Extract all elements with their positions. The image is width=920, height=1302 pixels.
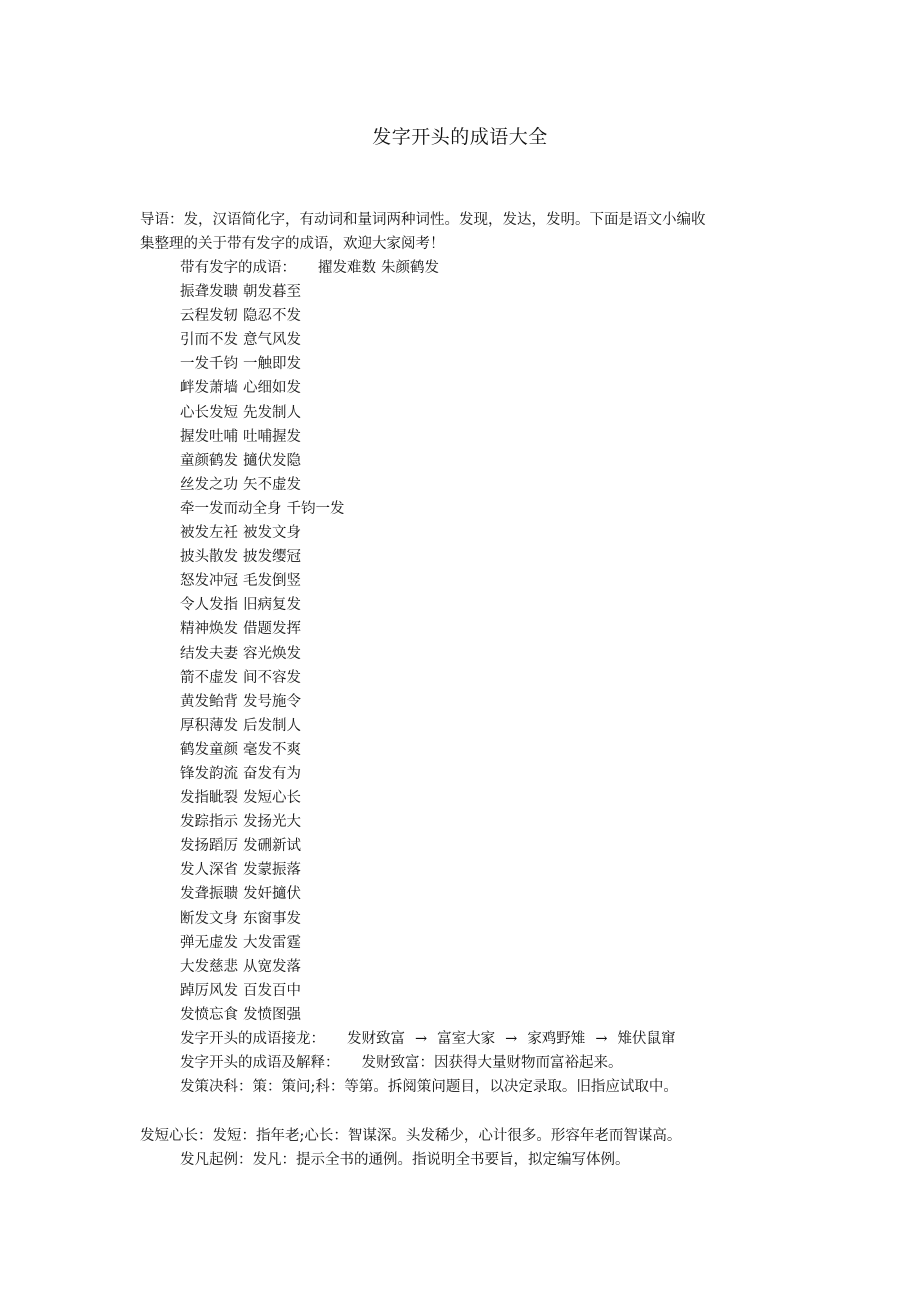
list-item bbox=[180, 449, 800, 473]
idiom: 牵一发而动全身 bbox=[180, 500, 282, 517]
idiom: 怒发冲冠 bbox=[180, 573, 238, 590]
idiom: 发愤忘食 bbox=[180, 1006, 238, 1023]
list-item bbox=[180, 882, 800, 906]
idiom: 毛发倒竖 bbox=[243, 573, 301, 590]
idiom: 后发制人 bbox=[243, 717, 301, 734]
idiom: 断发文身 bbox=[180, 910, 238, 927]
chain-item: 发财致富 bbox=[347, 1031, 405, 1047]
idiom-list bbox=[180, 256, 800, 1099]
idiom: 披头散发 bbox=[180, 549, 238, 566]
explain-label: 发字开头的成语及解释： bbox=[180, 1055, 340, 1072]
arrow-icon: → bbox=[595, 1031, 608, 1047]
idiom: 发奸擿伏 bbox=[243, 886, 301, 903]
idiom: 发扬蹈厉 bbox=[180, 838, 238, 855]
idiom: 百发百中 bbox=[243, 982, 301, 999]
idiom: 锋发韵流 bbox=[180, 765, 238, 782]
list-item bbox=[180, 834, 800, 858]
idiom: 间不容发 bbox=[243, 669, 301, 686]
idiom: 引而不发 bbox=[180, 332, 238, 349]
idiom: 吐哺握发 bbox=[243, 428, 301, 445]
idiom: 披发缨冠 bbox=[243, 549, 301, 566]
idiom: 旧病复发 bbox=[243, 597, 301, 614]
list-item bbox=[180, 521, 800, 545]
idiom: 鹤发童颜 bbox=[180, 741, 238, 758]
arrow-icon: → bbox=[415, 1031, 428, 1047]
idiom: 弹无虚发 bbox=[180, 934, 238, 951]
idiom: 心细如发 bbox=[243, 380, 301, 397]
idiom: 发号施令 bbox=[243, 693, 301, 710]
chain-label: 发字开头的成语接龙： bbox=[180, 1031, 325, 1047]
intro-line: 集整理的关于带有发字的成语，欢迎大家阅考！ bbox=[140, 236, 445, 252]
list-item bbox=[180, 762, 800, 786]
list-item bbox=[180, 666, 800, 690]
chain-item: 家鸡野雉 bbox=[527, 1031, 586, 1047]
idiom: 心长发短 bbox=[180, 404, 238, 421]
list-item bbox=[180, 979, 800, 1003]
list-item bbox=[180, 352, 800, 376]
idiom: 丝发之功 bbox=[180, 476, 238, 493]
list-item bbox=[180, 786, 800, 810]
arrow-icon: → bbox=[505, 1031, 518, 1047]
idiom: 衅发萧墙 bbox=[180, 380, 238, 397]
list-item bbox=[180, 714, 800, 738]
list-item bbox=[180, 690, 800, 714]
idiom: 童颜鹤发 bbox=[180, 452, 238, 469]
idiom: 意气风发 bbox=[243, 332, 301, 349]
idiom: 厚积薄发 bbox=[180, 717, 238, 734]
idiom: 发蒙振落 bbox=[243, 862, 301, 879]
idiom: 结发夫妻 bbox=[180, 645, 238, 662]
idiom: 精神焕发 bbox=[180, 621, 238, 638]
idiom: 箭不虚发 bbox=[180, 669, 238, 686]
idiom: 大发慈悲 bbox=[180, 958, 238, 975]
list-item bbox=[180, 376, 800, 400]
idiom: 朱颜鹤发 bbox=[381, 260, 439, 276]
idiom: 发人深省 bbox=[180, 862, 238, 879]
list-item bbox=[180, 617, 800, 641]
idiom: 踔厉风发 bbox=[180, 982, 238, 999]
idiom: 黄发鲐背 bbox=[180, 693, 238, 710]
list-item bbox=[180, 810, 800, 834]
page-title: 发字开头的成语大全 bbox=[372, 126, 548, 148]
idiom: 朝发暮至 bbox=[243, 284, 301, 301]
list-item bbox=[180, 569, 800, 593]
idiom: 发愤图强 bbox=[243, 1006, 301, 1023]
idiom: 振聋发聩 bbox=[180, 284, 238, 301]
idiom: 东窗事发 bbox=[243, 910, 301, 927]
list-item bbox=[180, 545, 800, 569]
idiom: 发短心长 bbox=[243, 790, 301, 807]
idiom-rows bbox=[180, 280, 800, 1027]
idiom: 发踪指示 bbox=[180, 814, 238, 831]
idiom: 发指眦裂 bbox=[180, 790, 238, 807]
idiom: 隐忍不发 bbox=[243, 308, 301, 325]
idiom: 被发文身 bbox=[243, 525, 301, 542]
idiom: 云程发轫 bbox=[180, 308, 238, 325]
idiom: 从宽发落 bbox=[243, 958, 301, 975]
list-header-label: 带有发字的成语： bbox=[180, 260, 296, 276]
entry-row: 发短心长：发短：指年老;心长：智谋深。头发稀少，心计很多。形容年老而智谋高。 bbox=[140, 1128, 682, 1144]
list-item bbox=[180, 907, 800, 931]
list-item bbox=[180, 280, 800, 304]
entries-tail bbox=[140, 1124, 820, 1172]
entry-row: 发策决科：策：策问;科：等第。拆阅策问题目，以决定录取。旧指应试取中。 bbox=[180, 1079, 678, 1096]
list-item bbox=[180, 304, 800, 328]
list-item bbox=[180, 425, 800, 449]
list-item bbox=[180, 593, 800, 617]
idiom: 发扬光大 bbox=[243, 814, 301, 831]
list-item bbox=[180, 401, 800, 425]
chain-item: 雉伏鼠窜 bbox=[617, 1031, 676, 1047]
explain-row bbox=[180, 1051, 800, 1075]
idiom: 被发左衽 bbox=[180, 525, 238, 542]
list-item bbox=[180, 738, 800, 762]
idiom: 发聋振聩 bbox=[180, 886, 238, 903]
idiom: 令人发指 bbox=[180, 597, 238, 614]
idiom: 大发雷霆 bbox=[243, 934, 301, 951]
list-header-row bbox=[180, 256, 800, 280]
list-item bbox=[180, 858, 800, 882]
entry-row: 发凡起例：发凡：提示全书的通例。指说明全书要旨，拟定编写体例。 bbox=[180, 1152, 630, 1168]
idiom: 毫发不爽 bbox=[243, 741, 301, 758]
idiom: 借题发挥 bbox=[243, 621, 301, 638]
idiom: 容光焕发 bbox=[243, 645, 301, 662]
list-item bbox=[180, 328, 800, 352]
chain-item: 富室大家 bbox=[437, 1031, 496, 1047]
list-item bbox=[180, 473, 800, 497]
explain-text: 发财致富：因获得大量财物而富裕起来。 bbox=[361, 1055, 623, 1072]
chain-row bbox=[180, 1027, 800, 1051]
list-item bbox=[180, 497, 800, 521]
idiom: 先发制人 bbox=[243, 404, 301, 421]
idiom: 握发吐哺 bbox=[180, 428, 238, 445]
idiom: 擢发难数 bbox=[318, 260, 376, 276]
list-item bbox=[180, 931, 800, 955]
list-item bbox=[180, 1003, 800, 1027]
idiom: 发硎新试 bbox=[243, 838, 301, 855]
list-item bbox=[180, 642, 800, 666]
intro-line: 导语：发，汉语简化字，有动词和量词两种词性。发现，发达，发明。下面是语文小编收 bbox=[140, 212, 706, 228]
idiom: 千钧一发 bbox=[286, 500, 345, 517]
idiom: 一发千钧 bbox=[180, 356, 238, 373]
list-item bbox=[180, 955, 800, 979]
idiom: 矢不虚发 bbox=[243, 476, 301, 493]
idiom: 擿伏发隐 bbox=[243, 452, 301, 469]
idiom: 一触即发 bbox=[243, 356, 301, 373]
intro-paragraph bbox=[140, 208, 780, 256]
idiom: 奋发有为 bbox=[243, 765, 301, 782]
